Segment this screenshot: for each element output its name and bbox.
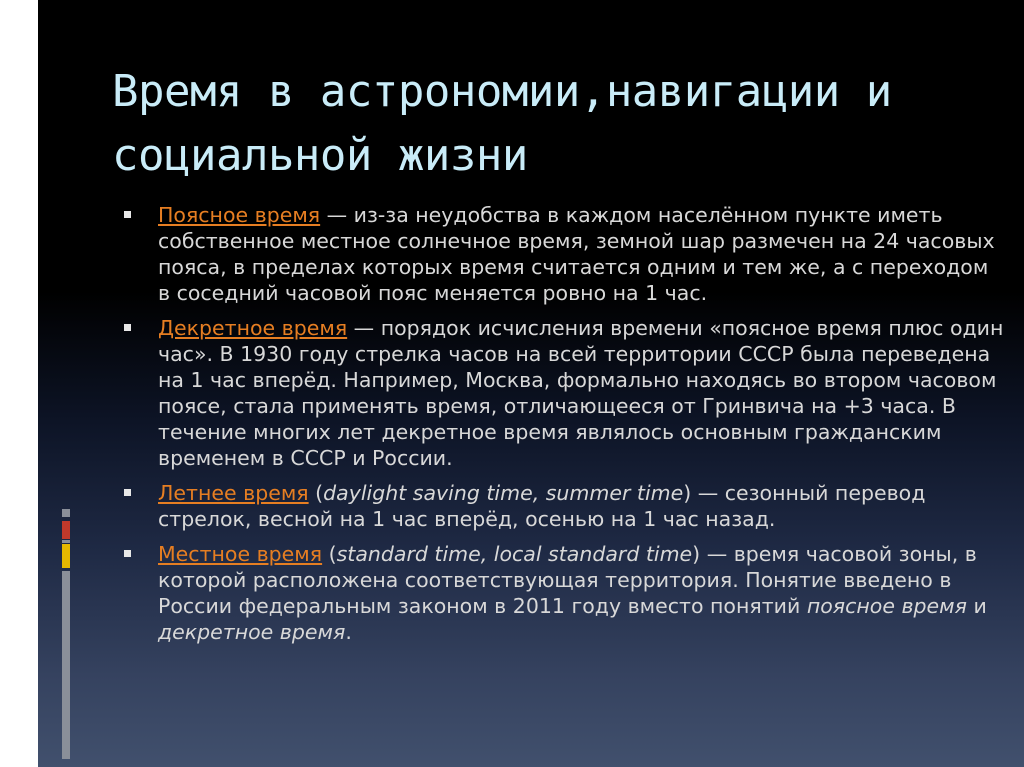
joiner-text: и [966,594,987,618]
paren-open: ( [308,481,324,505]
bullet-square-icon [124,550,131,557]
bullet-square-icon [124,489,131,496]
deco-bar-gray-thin [62,540,70,543]
item-text: — из-за неудобства в каждом населённом пункте иметь собственное местное солнечное время, земной шар размечен на 24 часовых пояса, в пределах которых время считается одним и тем же, а с переходом в соседний часовой пояс меняется ровно на 1 час. [158,203,995,305]
paren-close: ) [683,481,692,505]
deco-bar-red [62,521,70,539]
item-text: — порядок исчисления времени «поясное время плюс один час». В 1930 году стрелка часов на всей территории СССР была переведена на 1 час вперёд. Например, Москва, формально находясь во втором часовом поясе, стала применять время, отличающееся от Гринвича на +3 часа. В течение многих лет декретное время являлось основным гражданским временем в СССР и России. [158,316,1004,470]
deco-bar-yellow [62,544,70,568]
item-text: — время часовой зоны, в которой расположена соответствующая территория. Понятие введено в России федеральным законом в 2011 году вместо понятий [158,542,977,618]
slide [38,0,1024,767]
bullet-square-icon [124,324,131,331]
left-margin [0,0,38,767]
bullet-list [124,202,1004,654]
bullet-item-mestnoe [124,541,1004,645]
deco-bar-gray-long [62,571,70,759]
item-text: — сезонный перевод стрелок, весной на 1 час вперёд, осенью на 1 час назад. [158,481,926,531]
term-link-letnee[interactable]: Летнее время [158,481,309,505]
paren-open: ( [322,542,337,566]
bullet-item-poyasnoe [124,202,1004,306]
paren-close: ) [692,542,701,566]
slide-title: Время в астрономии,навигации и социальной жизни [112,66,892,181]
decorative-bars [62,509,74,759]
bullet-item-letnee [124,480,1004,532]
term-link-poyasnoe[interactable]: Поясное время [158,203,321,227]
bullet-item-dekretnoe [124,315,1004,471]
italic-term-dekretnoe: декретное время [158,620,346,644]
italic-term-poyasnoe: поясное время [806,594,967,618]
english-term: daylight saving time, summer time [323,481,684,505]
bullet-square-icon [124,211,131,218]
english-term: standard time, local standard time [336,542,693,566]
deco-bar-gray-top [62,509,70,517]
term-link-dekretnoe[interactable]: Декретное время [158,316,348,340]
term-link-mestnoe[interactable]: Местное время [158,542,323,566]
end-punctuation: . [345,620,352,644]
